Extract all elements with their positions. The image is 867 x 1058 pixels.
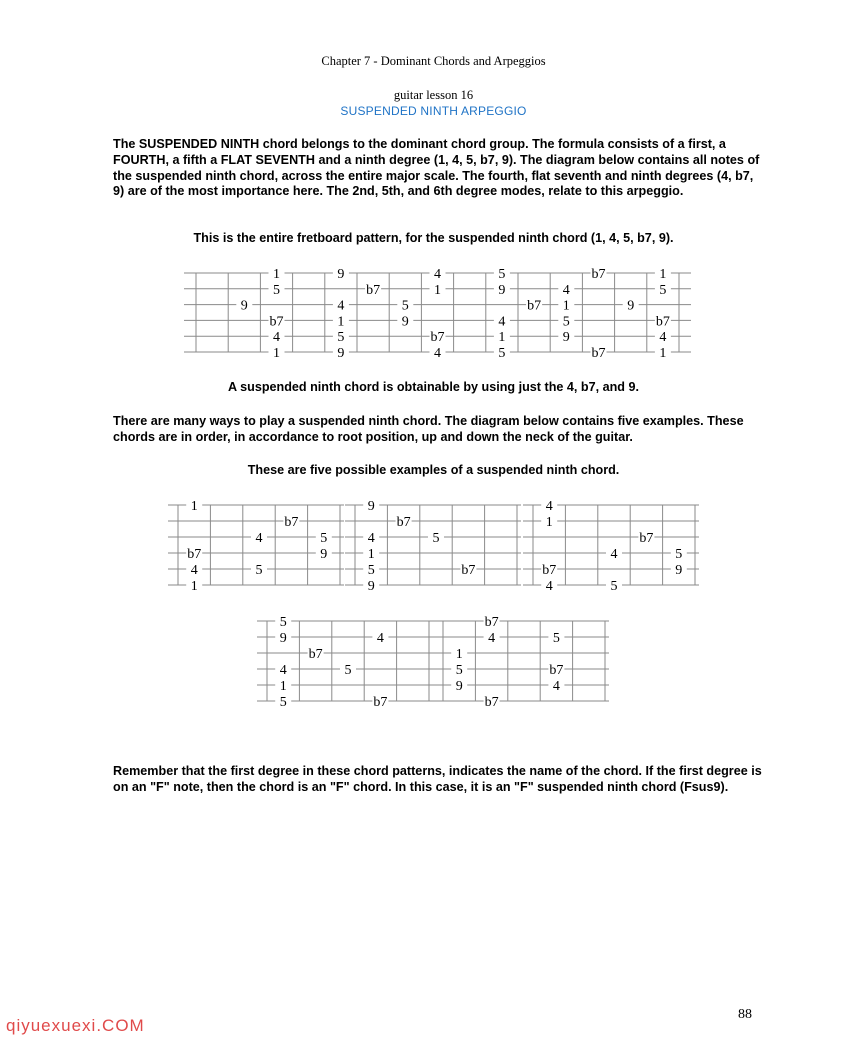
note-label: b7 bbox=[484, 695, 499, 710]
note-label: 1 bbox=[545, 515, 553, 530]
note-label: 1 bbox=[279, 679, 287, 694]
note-label: b7 bbox=[549, 663, 564, 678]
obtainable-note: A suspended ninth chord is obtainable by using just the 4, b7, and 9. bbox=[228, 380, 639, 394]
note-label: 9 bbox=[240, 298, 248, 314]
note-label: 4 bbox=[279, 663, 287, 678]
note-label: 5 bbox=[337, 330, 345, 346]
note-label: 4 bbox=[434, 346, 441, 361]
note-label: 9 bbox=[337, 346, 345, 361]
note-label: 1 bbox=[659, 267, 667, 282]
note-label: 4 bbox=[659, 330, 667, 346]
note-label: 1 bbox=[455, 647, 463, 662]
lesson-title: SUSPENDED NINTH ARPEGGIO bbox=[340, 104, 527, 118]
note-label: b7 bbox=[639, 531, 654, 546]
note-label: b7 bbox=[187, 547, 202, 562]
note-label: 1 bbox=[434, 282, 441, 298]
chord-diagram-1 bbox=[168, 498, 344, 594]
note-label: 5 bbox=[279, 695, 287, 710]
note-label: b7 bbox=[396, 515, 411, 530]
note-label: 9 bbox=[337, 267, 345, 282]
note-label: 4 bbox=[545, 579, 553, 594]
note-label: b7 bbox=[373, 695, 388, 710]
note-label: 9 bbox=[279, 631, 287, 646]
note-label: 9 bbox=[367, 579, 375, 594]
fretboard-caption: This is the entire fretboard pattern, for the suspended ninth chord (1, 4, 5, b7, 9). bbox=[193, 231, 674, 245]
chord-diagram-5 bbox=[433, 614, 609, 710]
note-label: b7 bbox=[284, 515, 299, 530]
note-label: 4 bbox=[337, 298, 345, 314]
note-label: 9 bbox=[367, 499, 375, 514]
note-label: 5 bbox=[455, 663, 463, 678]
many-ways-paragraph: There are many ways to play a suspended ninth chord. The diagram below contains five examples. These chords are in order, in accordance to root position, up and down the neck of the guitar. bbox=[113, 414, 744, 444]
note-label: 5 bbox=[367, 563, 375, 578]
note-label: 5 bbox=[279, 615, 287, 630]
note-label: 5 bbox=[562, 314, 570, 330]
note-label: 4 bbox=[367, 531, 375, 546]
note-label: b7 bbox=[591, 346, 606, 361]
note-label: 5 bbox=[255, 563, 263, 578]
note-label: 9 bbox=[498, 282, 506, 298]
note-label: b7 bbox=[542, 563, 557, 578]
note-label: 5 bbox=[675, 547, 683, 562]
note-label: 5 bbox=[498, 346, 506, 361]
note-label: 4 bbox=[545, 499, 553, 514]
lesson-number: guitar lesson 16 bbox=[393, 88, 474, 102]
chord-diagram-3 bbox=[523, 498, 699, 594]
five-examples-caption: These are five possible examples of a suspended ninth chord. bbox=[247, 463, 620, 477]
note-label: 5 bbox=[498, 267, 506, 282]
note-label: 4 bbox=[488, 631, 496, 646]
note-label: 5 bbox=[401, 298, 409, 314]
chord-diagram-4 bbox=[257, 614, 433, 710]
note-label: 9 bbox=[675, 563, 683, 578]
note-label: 5 bbox=[552, 631, 560, 646]
note-label: 5 bbox=[273, 282, 280, 298]
note-label: 4 bbox=[562, 282, 570, 298]
watermark: qiyuexuexi.COM bbox=[6, 1016, 145, 1035]
note-label: 4 bbox=[434, 267, 441, 282]
full-fretboard-diagram bbox=[184, 266, 691, 361]
note-label: b7 bbox=[527, 298, 542, 314]
note-label: 5 bbox=[610, 579, 618, 594]
chapter-header: Chapter 7 - Dominant Chords and Arpeggios bbox=[321, 54, 546, 68]
note-label: 4 bbox=[190, 563, 198, 578]
note-label: 1 bbox=[498, 330, 506, 346]
note-label: 4 bbox=[610, 547, 618, 562]
intro-paragraph: The SUSPENDED NINTH chord belongs to the dominant chord group. The formula consists of a first, a FOURTH, a fifth a FLAT SEVENTH and a ninth degree (1, 4, 5, b7, 9). The diagram below contains all notes of the suspended ninth chord, across the entire major scale. The fourth, flat seventh and ninth degrees (4, b7, 9) are of the most importance here. The 2nd, 5th, and 6th degree modes, relate to this arpeggio. bbox=[113, 137, 760, 199]
note-label: 1 bbox=[190, 499, 198, 514]
note-label: b7 bbox=[308, 647, 323, 662]
note-label: 4 bbox=[273, 330, 280, 346]
note-label: 9 bbox=[562, 330, 570, 346]
note-label: 4 bbox=[255, 531, 263, 546]
remember-paragraph: Remember that the first degree in these chord patterns, indicates the name of the chord. If the first degree is on an "F" note, then the chord is an "F" chord. In this case, it is an "F" suspended ninth chord (Fsus9). bbox=[113, 764, 762, 794]
note-label: 1 bbox=[367, 547, 375, 562]
note-label: 1 bbox=[337, 314, 345, 330]
page-number: 88 bbox=[738, 1007, 752, 1022]
note-label: 5 bbox=[320, 531, 328, 546]
note-label: 9 bbox=[320, 547, 328, 562]
note-label: b7 bbox=[269, 314, 284, 330]
note-label: 9 bbox=[401, 314, 409, 330]
note-label: 1 bbox=[562, 298, 570, 314]
note-label: 1 bbox=[659, 346, 667, 361]
note-label: 4 bbox=[498, 314, 506, 330]
note-label: b7 bbox=[430, 330, 445, 346]
note-label: 1 bbox=[273, 267, 280, 282]
note-label: 4 bbox=[552, 679, 560, 694]
note-label: b7 bbox=[484, 615, 499, 630]
note-label: b7 bbox=[366, 282, 381, 298]
chord-diagram-2 bbox=[345, 498, 521, 594]
note-label: 1 bbox=[190, 579, 198, 594]
note-label: 9 bbox=[627, 298, 635, 314]
note-label: 4 bbox=[376, 631, 384, 646]
note-label: 5 bbox=[432, 531, 440, 546]
note-label: b7 bbox=[461, 563, 476, 578]
note-label: 1 bbox=[273, 346, 280, 361]
note-label: 9 bbox=[455, 679, 463, 694]
note-label: b7 bbox=[655, 314, 670, 330]
note-label: 5 bbox=[344, 663, 352, 678]
note-label: 5 bbox=[659, 282, 667, 298]
note-label: b7 bbox=[591, 267, 606, 282]
